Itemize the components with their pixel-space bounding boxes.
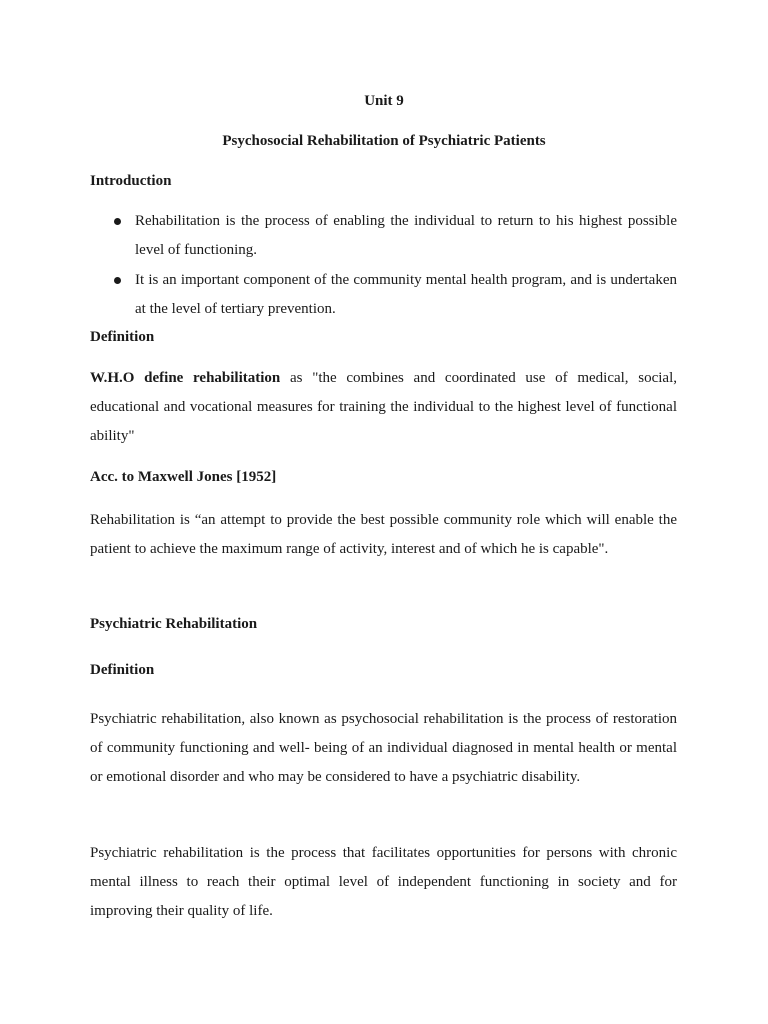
bullet-icon — [114, 218, 121, 225]
maxwell-paragraph: Rehabilitation is “an attempt to provide the best possible community role which will enable the patient to achieve the maximum range of activity, interest and of which he is capable". — [90, 512, 677, 557]
psychiatric-paragraph-2: Psychiatric rehabilitation is the process that facilitates opportunities for persons with chronic mental illness to reach their optimal level of independent functioning in society and for improving their quality of life. — [90, 845, 677, 919]
who-label: W.H.O define rehabilitation — [90, 370, 281, 386]
psychiatric-paragraph-1: Psychiatric rehabilitation, also known as psychosocial rehabilitation is the process of restoration of community functioning and well- being of an individual diagnosed in mental health or mental or emotional disorder and who may be considered to have a psychiatric disability. — [90, 711, 677, 785]
definition-heading: Definition — [90, 329, 155, 345]
bullet-icon — [114, 277, 121, 284]
who-definition-text: as "the combines and coordinated use of medical, social, educational and vocational measures for training the individual to the highest level of functional ability" — [90, 370, 677, 444]
psychiatric-definition-heading: Definition — [90, 662, 155, 678]
bullet-text: Rehabilitation is the process of enabling the individual to return to his highest possible level of functioning. — [135, 213, 677, 258]
bullet-text: It is an important component of the community mental health program, and is undertaken at the level of tertiary prevention. — [135, 272, 677, 317]
psychiatric-rehab-heading: Psychiatric Rehabilitation — [90, 616, 258, 632]
who-definition-paragraph — [90, 364, 677, 451]
document-title: Psychosocial Rehabilitation of Psychiatric Patients — [222, 133, 546, 149]
maxwell-heading: Acc. to Maxwell Jones [1952] — [90, 469, 277, 485]
bullet-item — [90, 207, 677, 265]
introduction-bullet-list — [90, 207, 677, 325]
introduction-heading: Introduction — [90, 173, 172, 189]
unit-title: Unit 9 — [364, 93, 404, 109]
bullet-item — [90, 266, 677, 324]
